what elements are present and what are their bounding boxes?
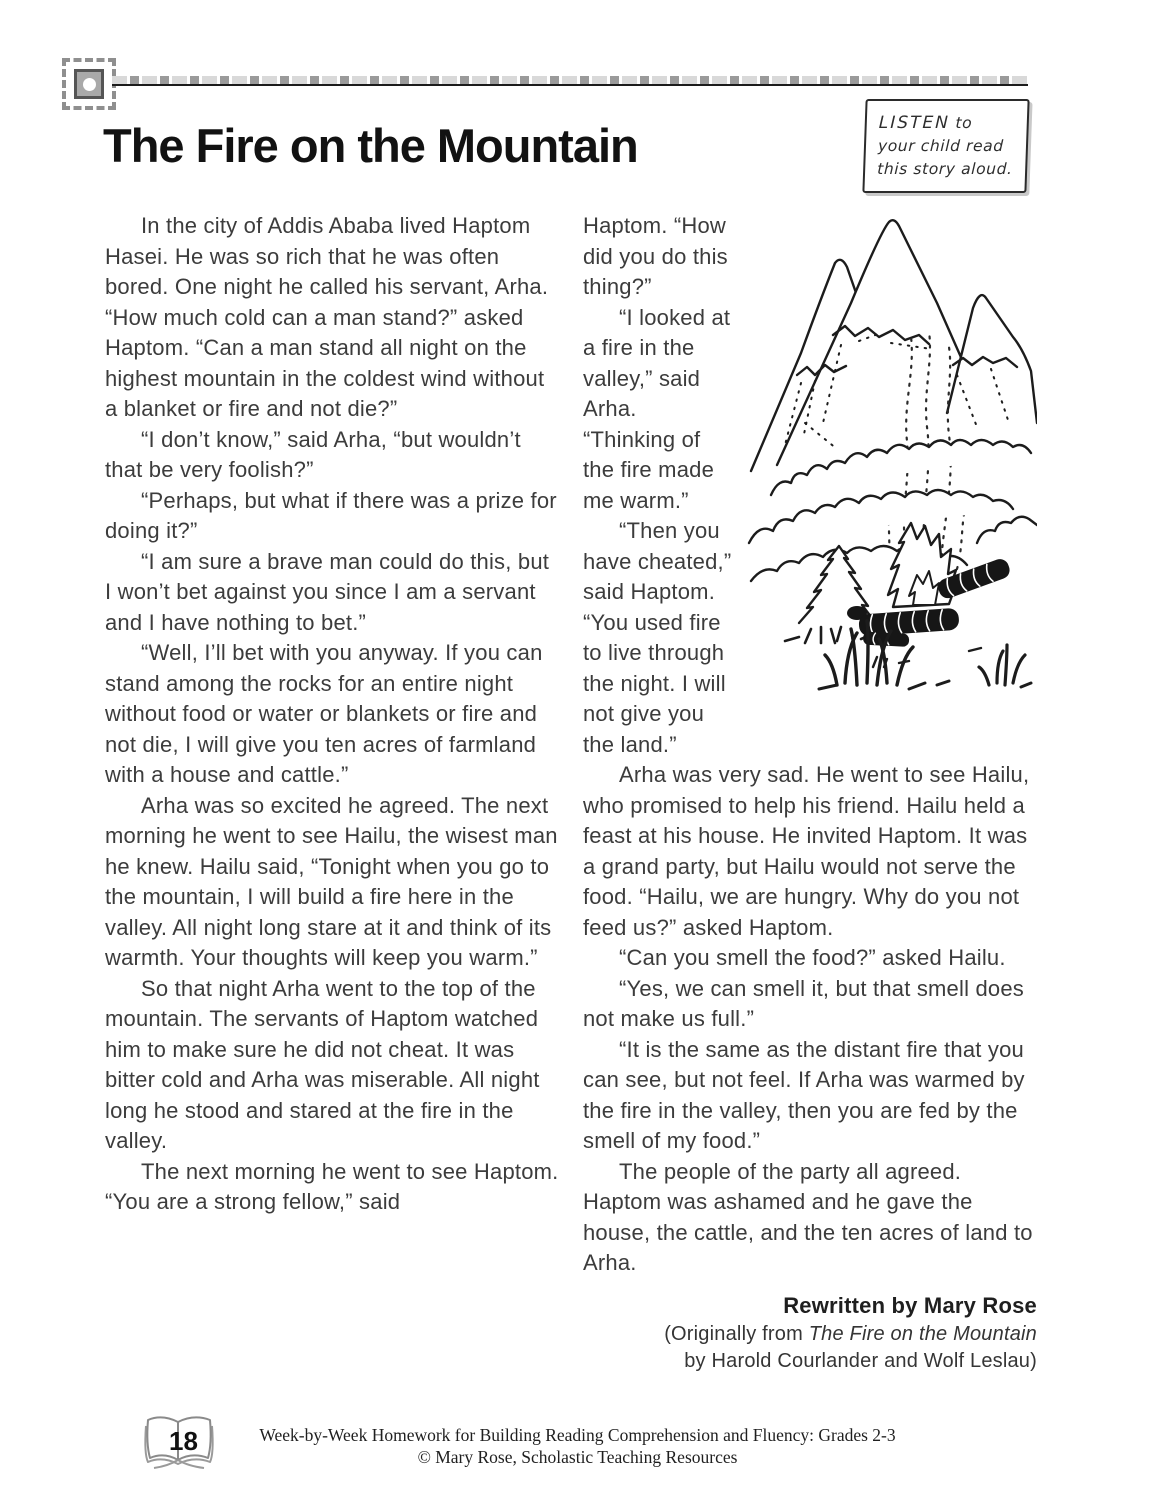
attribution-author: Rewritten by Mary Rose	[783, 1292, 1037, 1318]
story-paragraph: The people of the party all agreed. Haptom was ashamed and he gave the house, the cattle, and the ten acres of land to Arha.	[583, 1158, 1033, 1275]
footer-line1: Week-by-Week Homework for Building Reading Comprehension and Fluency: Grades 2-3	[259, 1425, 896, 1445]
page-number: 18	[169, 1426, 198, 1456]
story-paragraph: In the city of Addis Ababa lived Haptom Hasei. He was so rich that he was often bored. One night he called his servant, Arha. “How much cold can a man stand?” asked Haptom. “Can a man stand all night on the highest mountain in the coldest wind without a blanket or fire and not die?”	[105, 213, 549, 421]
story-paragraph: “It is the same as the distant fire that you can see, but not feel. If Arha was warmed by the fire in the valley, then you are fed by the smell of my food.”	[583, 1036, 1025, 1153]
note-emphasis: LISTEN	[878, 113, 951, 133]
story-paragraph: “Then you have cheated,” said Haptom. “You used fire to live through the night. I will not give you the land.”	[583, 518, 732, 757]
story-paragraph: “Perhaps, but what if there was a prize for doing it?”	[105, 487, 557, 543]
note-line2: your child read	[877, 137, 1005, 155]
story-paragraph: “Can you smell the food?” asked Hailu.	[619, 945, 1006, 970]
corner-ornament-dot	[83, 78, 96, 91]
footer-line2: © Mary Rose, Scholastic Teaching Resources	[417, 1447, 738, 1467]
story-paragraph: “Well, I’ll bet with you anyway. If you can stand among the rocks for an entire night without food or water or blankets or fire and not die, I will give you ten acres of farmland with a house and cattle.”	[105, 640, 543, 787]
story-paragraph: “I am sure a brave man could do this, but I won’t bet against you since I am a servant and I have nothing to bet.”	[105, 548, 550, 635]
attribution-block	[583, 1291, 1037, 1376]
story-column-right	[583, 211, 1037, 1375]
story-paragraph: Haptom. “How did you do this thing?”	[583, 213, 728, 299]
story-paragraph: Arha was very sad. He went to see Hailu, who promised to help his friend. Hailu held a feast at his house. He invited Haptom. It was a grand party, but Hailu would not serve the food. “Hailu, we are hungry. Why do you not feed us?” asked Haptom.	[583, 762, 1030, 940]
story-paragraph: “Yes, we can smell it, but that smell does not make us full.”	[583, 975, 1024, 1031]
header-border-line	[112, 84, 1028, 86]
story-paragraph: Arha was so excited he agreed. The next morning he went to see Hailu, the wisest man he knew. Hailu said, “Tonight when you go to the mountain, I will build a fire here in the valley. All night long stare at it and think of its warmth. Your thoughts will keep you warm.”	[105, 792, 558, 970]
story-paragraph: “I don’t know,” said Arha, “but wouldn’t that be very foolish?”	[105, 426, 521, 482]
corner-ornament-inner	[74, 69, 104, 99]
footer-credit	[0, 1424, 1155, 1468]
story-paragraph: “I looked at a fire in the valley,” said Arha. “Thinking of the fire made me warm.”	[583, 304, 731, 513]
story-paragraph: So that night Arha went to the top of the mountain. The servants of Haptom watched him to make sure he did not cheat. It was bitter cold and Arha was miserable. All night long he stood and stared at the fire in the valley.	[105, 975, 540, 1153]
story-paragraph: The next morning he went to see Haptom. “You are a strong fellow,” said	[105, 1158, 559, 1214]
parent-note-box	[862, 99, 1029, 193]
corner-ornament-icon	[62, 58, 116, 110]
origin-line2: by Harold Courlander and Wolf Leslau)	[684, 1350, 1037, 1372]
mountains-campfire-illustration	[741, 213, 1037, 705]
note-line3: this story aloud.	[876, 160, 1013, 178]
page-title: The Fire on the Mountain	[103, 119, 638, 172]
story-body	[105, 211, 1037, 1375]
note-line1-rest: to	[949, 114, 973, 132]
origin-title: The Fire on the Mountain	[808, 1323, 1037, 1345]
origin-prefix: (Originally from	[664, 1323, 809, 1345]
story-column-left	[105, 211, 559, 1375]
attribution-origin	[583, 1321, 1037, 1375]
